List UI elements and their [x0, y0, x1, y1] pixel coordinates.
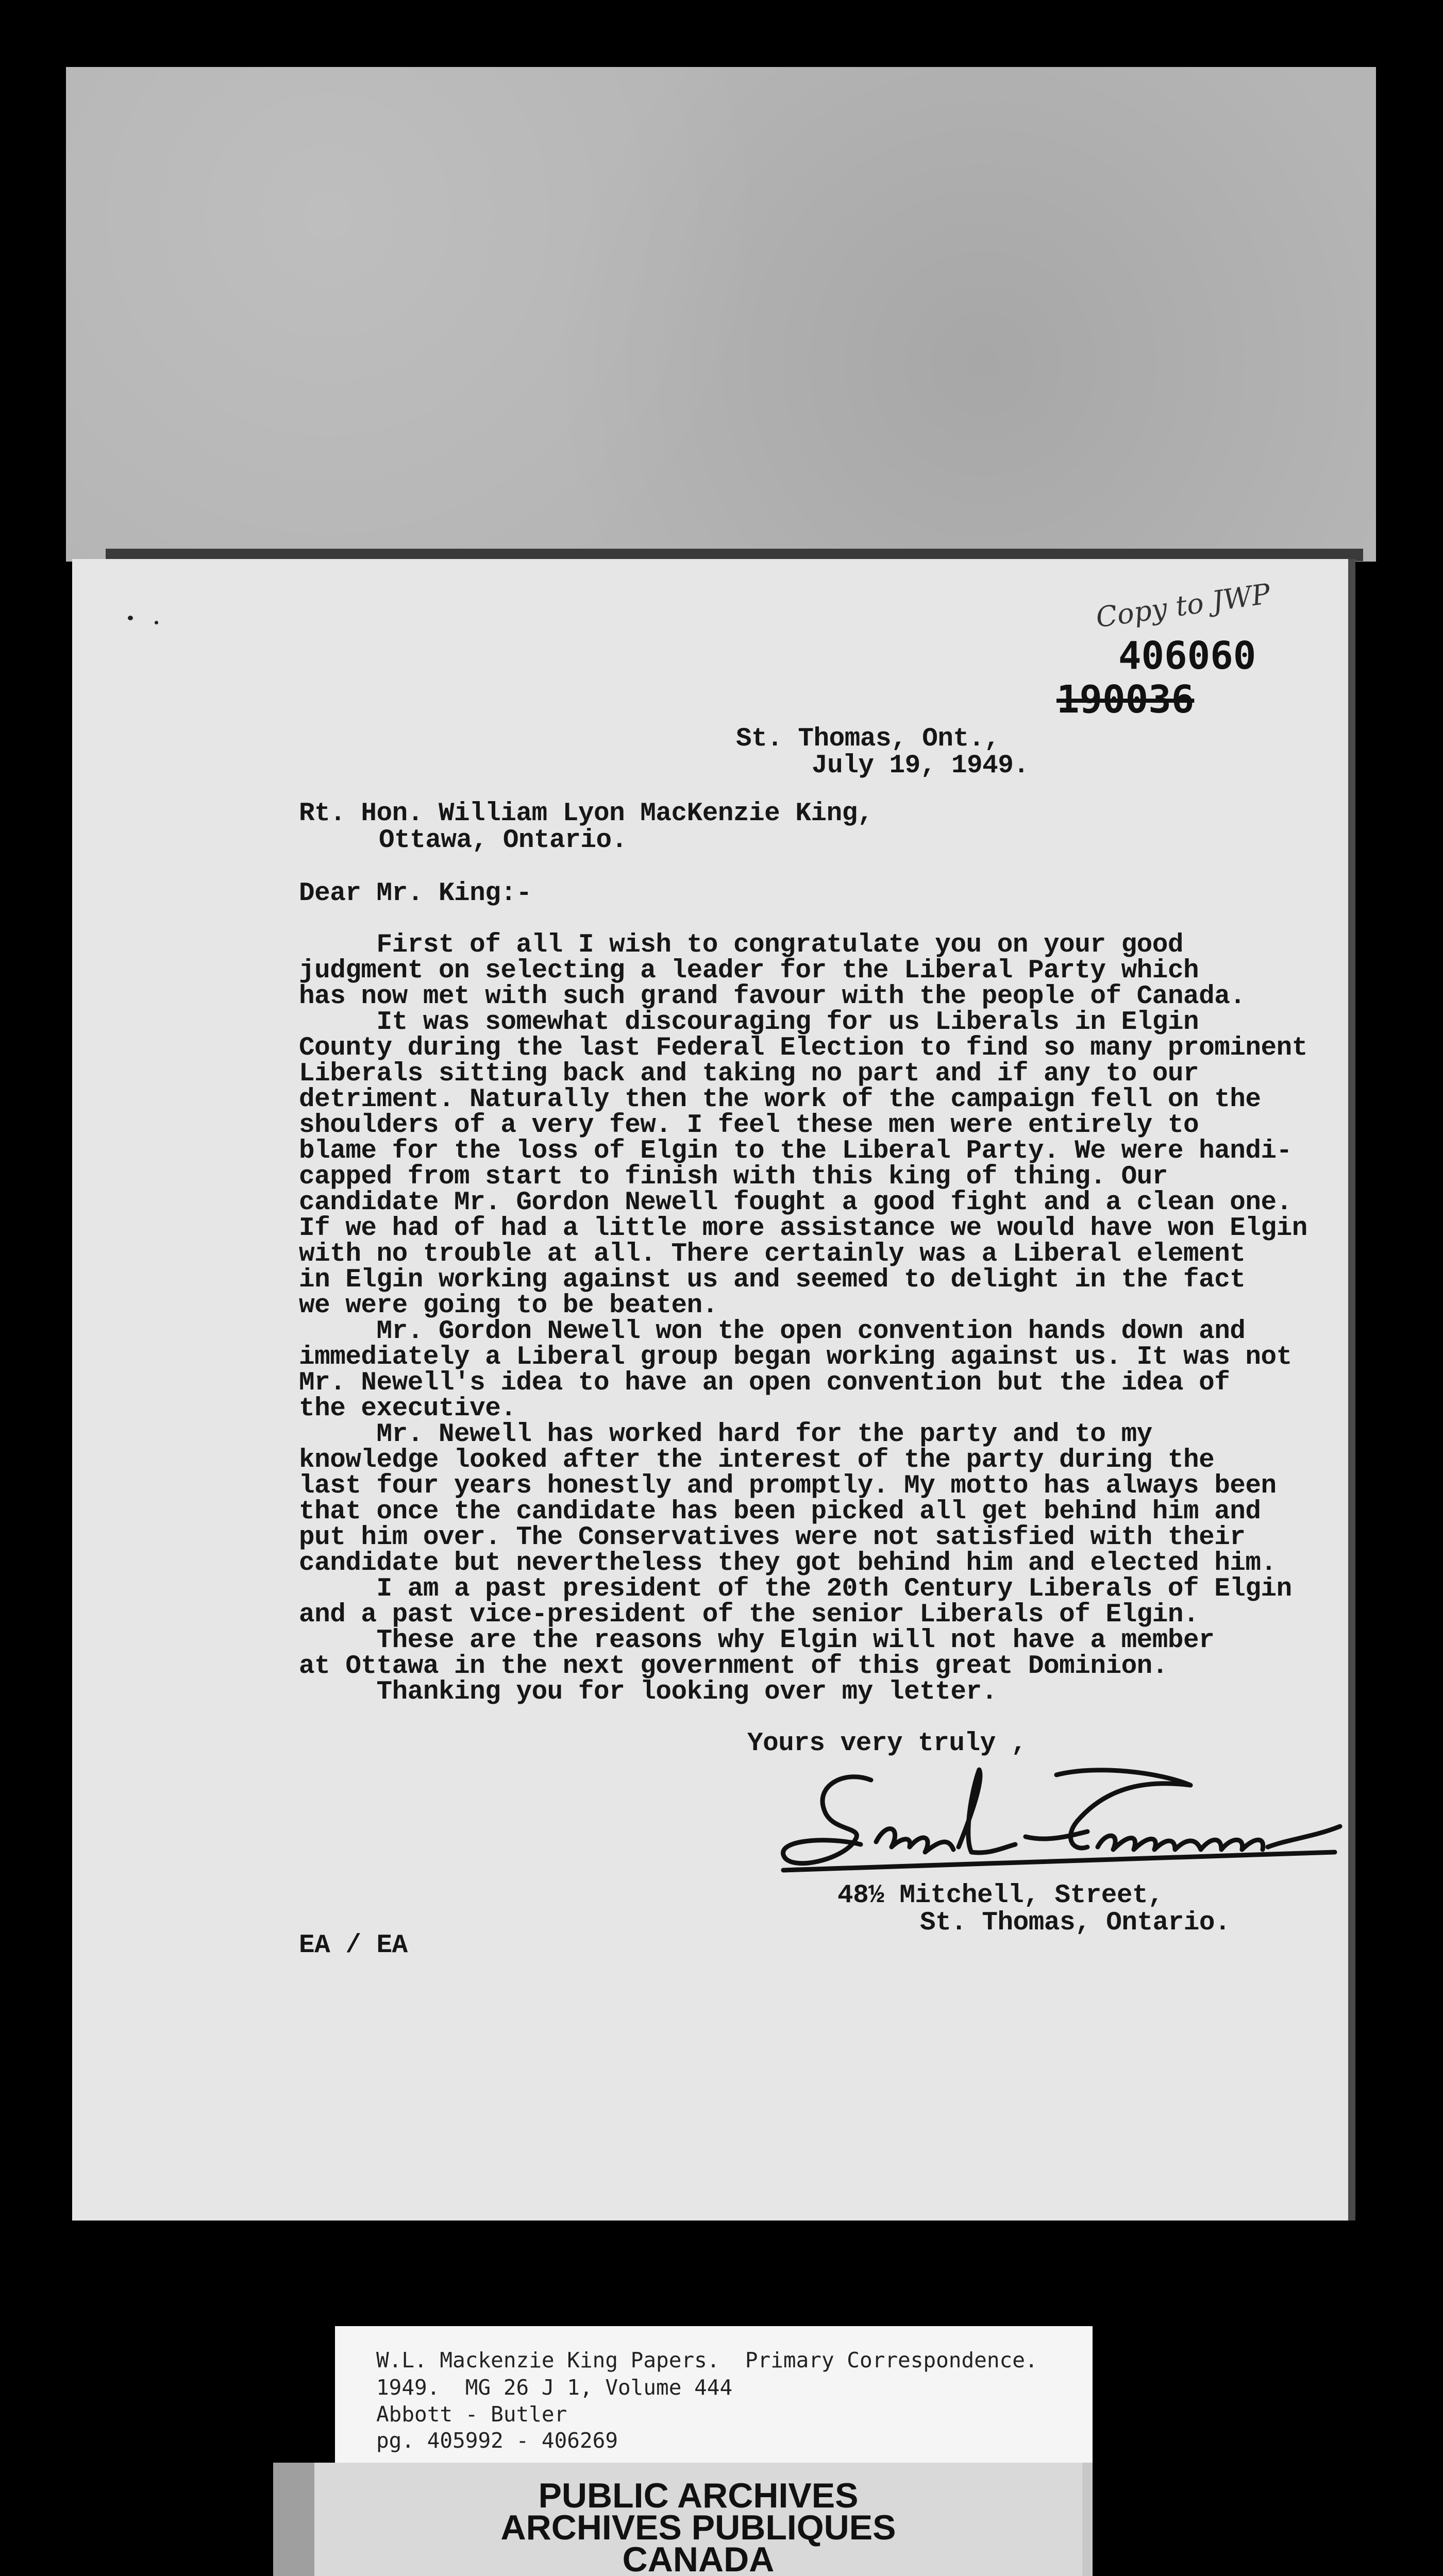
- addressee-line-1: Rt. Hon. William Lyon MacKenzie King,: [299, 799, 873, 828]
- body-line: we were going to be beaten.: [299, 1291, 718, 1320]
- body-line: capped from start to finish with this king of thing. Our: [299, 1162, 1168, 1192]
- signature: [768, 1749, 1345, 1893]
- salutation: Dear Mr. King:-: [299, 879, 532, 908]
- addressee-line-2: Ottawa, Ontario.: [379, 826, 627, 855]
- body-line: in Elgin working against us and seemed to delight in the fact: [299, 1265, 1246, 1295]
- body-line: detriment. Naturally then the work of the campaign fell on the: [299, 1085, 1261, 1114]
- body-line: that once the candidate has been picked all get behind him and: [299, 1497, 1261, 1527]
- archive-volume: 1949. MG 26 J 1, Volume 444: [376, 2375, 733, 2400]
- archive-range: Abbott - Butler: [376, 2402, 567, 2427]
- stamp-line-fr: ARCHIVES PUBLIQUES: [500, 2508, 896, 2547]
- body-line: judgment on selecting a leader for the Liberal Party which: [299, 956, 1199, 986]
- body-line: Liberals sitting back and taking no part and if any to our: [299, 1059, 1199, 1089]
- public-archives-stamp: [273, 2463, 1093, 2576]
- body-line: candidate Mr. Gordon Newell fought a good fight and a clean one.: [299, 1188, 1292, 1217]
- stamp-line-country: CANADA: [622, 2540, 775, 2576]
- body-line: Thanking you for looking over my letter.: [299, 1677, 997, 1707]
- body-line: Mr. Newell has worked hard for the party and to my: [299, 1420, 1152, 1449]
- body-line: Mr. Gordon Newell won the open convention hands down and: [299, 1317, 1246, 1346]
- archive-reference-card: [335, 2326, 1093, 2465]
- body-line: and a past vice-president of the senior Liberals of Elgin.: [299, 1600, 1199, 1630]
- body-line: immediately a Liberal group began working against us. It was not: [299, 1343, 1292, 1372]
- body-line: candidate but nevertheless they got behind him and elected him.: [299, 1549, 1277, 1578]
- reference-initials: EA / EA: [299, 1931, 408, 1960]
- handwritten-signature: [768, 1749, 1345, 1893]
- ink-speck: [155, 621, 158, 624]
- body-line: It was somewhat discouraging for us Liberals in Elgin: [299, 1008, 1199, 1037]
- body-line: at Ottawa in the next government of this great Dominion.: [299, 1652, 1168, 1681]
- body-line: has now met with such grand favour with the people of Canada.: [299, 982, 1246, 1011]
- ink-speck: [128, 616, 133, 620]
- body-line: Mr. Newell's idea to have an open convention but the idea of: [299, 1368, 1230, 1398]
- body-line: blame for the loss of Elgin to the Liberal Party. We were handi-: [299, 1137, 1292, 1166]
- archive-collection: W.L. Mackenzie King Papers. Primary Correspondence.: [376, 2348, 1038, 2372]
- body-line: shoulders of a very few. I feel these men were entirely to: [299, 1111, 1199, 1140]
- page-number: 406060: [1118, 634, 1256, 678]
- body-line: I am a past president of the 20th Century Liberals of Elgin: [299, 1574, 1292, 1604]
- body-line: last four years honestly and promptly. My motto has always been: [299, 1471, 1277, 1501]
- closing: Yours very truly ,: [747, 1729, 1027, 1758]
- body-line: put him over. The Conservatives were not satisfied with their: [299, 1523, 1246, 1552]
- stamp-line-en: PUBLIC ARCHIVES: [538, 2476, 859, 2515]
- body-line: If we had of had a little more assistance we would have won Elgin: [299, 1214, 1307, 1243]
- struck-page-number: 190036: [1056, 677, 1195, 722]
- body-line: the executive.: [299, 1394, 516, 1423]
- body-line: County during the last Federal Election to find so many prominent: [299, 1033, 1307, 1063]
- blank-cover-sheet: [66, 67, 1376, 562]
- body-line: These are the reasons why Elgin will not have a member: [299, 1626, 1215, 1655]
- body-line: knowledge looked after the interest of the party during the: [299, 1446, 1215, 1475]
- sender-address-line-2: St. Thomas, Ontario.: [920, 1908, 1231, 1938]
- letter-place: St. Thomas, Ont.,: [736, 724, 1000, 754]
- handwritten-note: Copy to JWP: [1094, 577, 1272, 634]
- sender-address-line-1: 48½ Mitchell, Street,: [837, 1881, 1164, 1910]
- letter-date: July 19, 1949.: [812, 751, 1029, 781]
- archive-pages: pg. 405992 - 406269: [376, 2428, 618, 2453]
- body-line: First of all I wish to congratulate you on your good: [299, 930, 1183, 960]
- body-line: with no trouble at all. There certainly was a Liberal element: [299, 1240, 1246, 1269]
